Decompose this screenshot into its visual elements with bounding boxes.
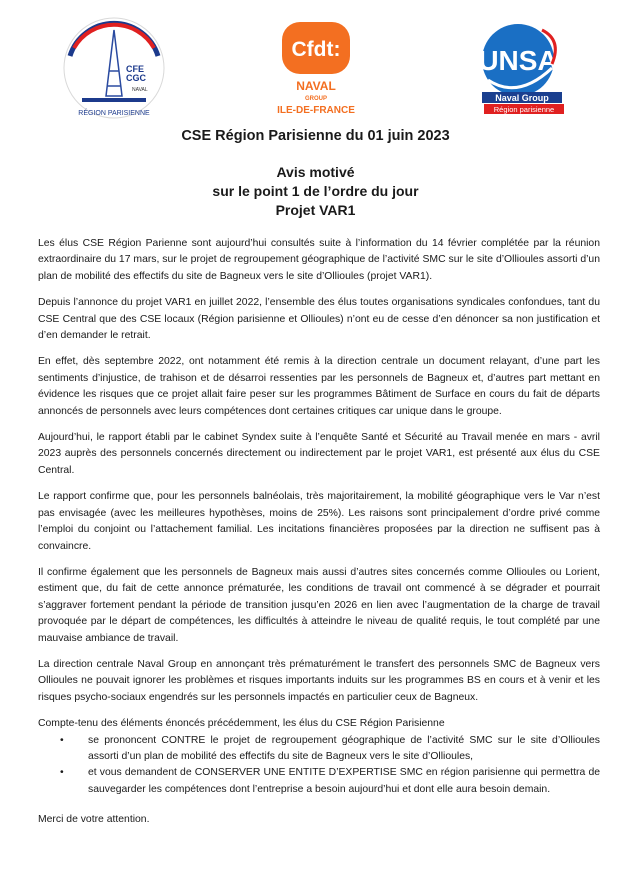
paragraph-announcement: Depuis l’annonce du projet VAR1 en juillet 2022, l’ensemble des élus toutes organisations syndicales confondues, tant du CSE Central que des CSE locaux (Région parisienne et Ollioules) n’ont eu de cesse d’en dénoncer sa non justification et d’en demander le retrait. bbox=[38, 297, 600, 342]
paragraph-syndex: Aujourd’hui, le rapport établi par le cabinet Syndex suite à l’enquête Santé et Sécurité au Travail menée en mars - avril 2023 auprès des personnels concernés directement ou indirectement par le projet VAR1, est présenté aux élus du CSE Central. bbox=[38, 432, 600, 476]
cfe-text: CFE bbox=[126, 64, 144, 74]
paragraph-conditions: Il confirme également que les personnels de Bagneux mais aussi d’autres sites concernés comme Ollioules ou Lorient, estiment que, du fait de cette annonce prématurée, les conditions de travail ont commencé à se dégrader et pourrait s’aggraver fortement pendant la période de transition jusqu’en 2026 en lien avec l’augmentation de la charge de travail provoquée par le départ de compétences, les difficultés à atteindre le niveau de qualité requis, le tout complété par une mauvaise ambiance de travail. bbox=[38, 566, 600, 644]
document-body bbox=[38, 236, 600, 839]
paragraph-report: Le rapport confirme que, pour les personnels balnéolais, très majoritairement, la mobilité géographique vers le Var n’est pas envisagée (avec les meilleures hypothèses, moins de 25%). Les raisons sont principalement d’ordre privé comme l’emploi du conjoint ou l’attachement familial. Les incitations financières proposées par la direction ne suffisent pas à convaincre. bbox=[38, 491, 600, 552]
cfdt-name: Cfdt: bbox=[291, 38, 341, 61]
cfdt-emblem bbox=[276, 16, 356, 121]
unsa-naval-group: Naval Group bbox=[495, 93, 549, 103]
cgc-text: CGC bbox=[126, 73, 146, 83]
subtitle-line-2: sur le point 1 de l’ordre du jour bbox=[212, 183, 419, 199]
paragraph-intro: Les élus CSE Région Parienne sont aujourd’hui consultés suite à l’information du 14 février complétée par la réunion extraordinaire du 17 mars, sur le projet de regroupement géographique de l’activité SMC sur le site d’Ollioules assorti d’un plan de mobilité des effectifs du site de Bagneux vers le site d’Ollioules (projet VAR1). bbox=[38, 238, 600, 282]
document-title: CSE Région Parisienne du 01 juin 2023 bbox=[181, 128, 450, 144]
unsa-name: UNSA bbox=[478, 45, 558, 76]
unsa-emblem bbox=[470, 20, 570, 120]
subtitle-line-3: Projet VAR1 bbox=[275, 202, 356, 218]
region-caption: RÉGION PARISIENNE bbox=[78, 110, 150, 117]
list-item: • et vous demandent de CONSERVER UNE ENTITE D’EXPERTISE SMC en région parisienne qui permettra de sauvegarder les compétences dont l’entreprise a besoin aujourd’hui et dont elle aura besoin demain. bbox=[38, 765, 600, 798]
cfe-cgc-emblem bbox=[60, 16, 168, 124]
conclusion-list bbox=[38, 733, 600, 799]
unsa-region: Région parisienne bbox=[493, 105, 555, 114]
paragraph-direction: La direction centrale Naval Group en annonçant très prématurément le transfert des personnels SMC de Bagneux vers Ollioules ne pouvait ignorer les problèmes et risques importants induits sur les programmes BS en cours et à venir et les risques psycho-sociaux engendrés sur les personnels impactés en particulier ceux de Bagneux. bbox=[38, 658, 600, 703]
cfdt-logo bbox=[276, 16, 356, 121]
cfdt-naval: NAVAL bbox=[296, 79, 336, 93]
logo-bar bbox=[0, 16, 631, 131]
document-subtitle bbox=[0, 163, 631, 220]
naval-small-text: NAVAL bbox=[132, 87, 148, 93]
paragraph-september: En effet, dès septembre 2022, ont notamment été remis à la direction centrale un document relayant, d’une part les sentiments d’injustice, de trahison et de désarroi ressenties par les personnels de Bagneux et, d’autres part mettant en évidence les risques que ce projet allait faire peser sur les programmes Bâtiment de Surface en cours du fait de départs annoncés de personnels avec leurs compétences dont certaines critiques car unique dans le groupe. bbox=[38, 356, 600, 417]
closing-text: Merci de votre attention. bbox=[38, 814, 150, 826]
subtitle-line-1: Avis motivé bbox=[276, 164, 355, 180]
cfdt-group: GROUP bbox=[304, 96, 328, 102]
unsa-logo bbox=[470, 20, 570, 120]
list-item: • se prononcent CONTRE le projet de regroupement géographique de l’activité SMC sur le site d’Ollioules assorti d’un plan de mobilité des effectifs du site de Bagneux vers le site d’Ollioules, bbox=[38, 733, 600, 766]
cfdt-idf: ILE-DE-FRANCE bbox=[277, 105, 355, 116]
cfe-cgc-logo bbox=[60, 16, 168, 124]
conclusion-intro: Compte-tenu des éléments énoncés précédemment, les élus du CSE Région Parisienne bbox=[38, 718, 445, 730]
